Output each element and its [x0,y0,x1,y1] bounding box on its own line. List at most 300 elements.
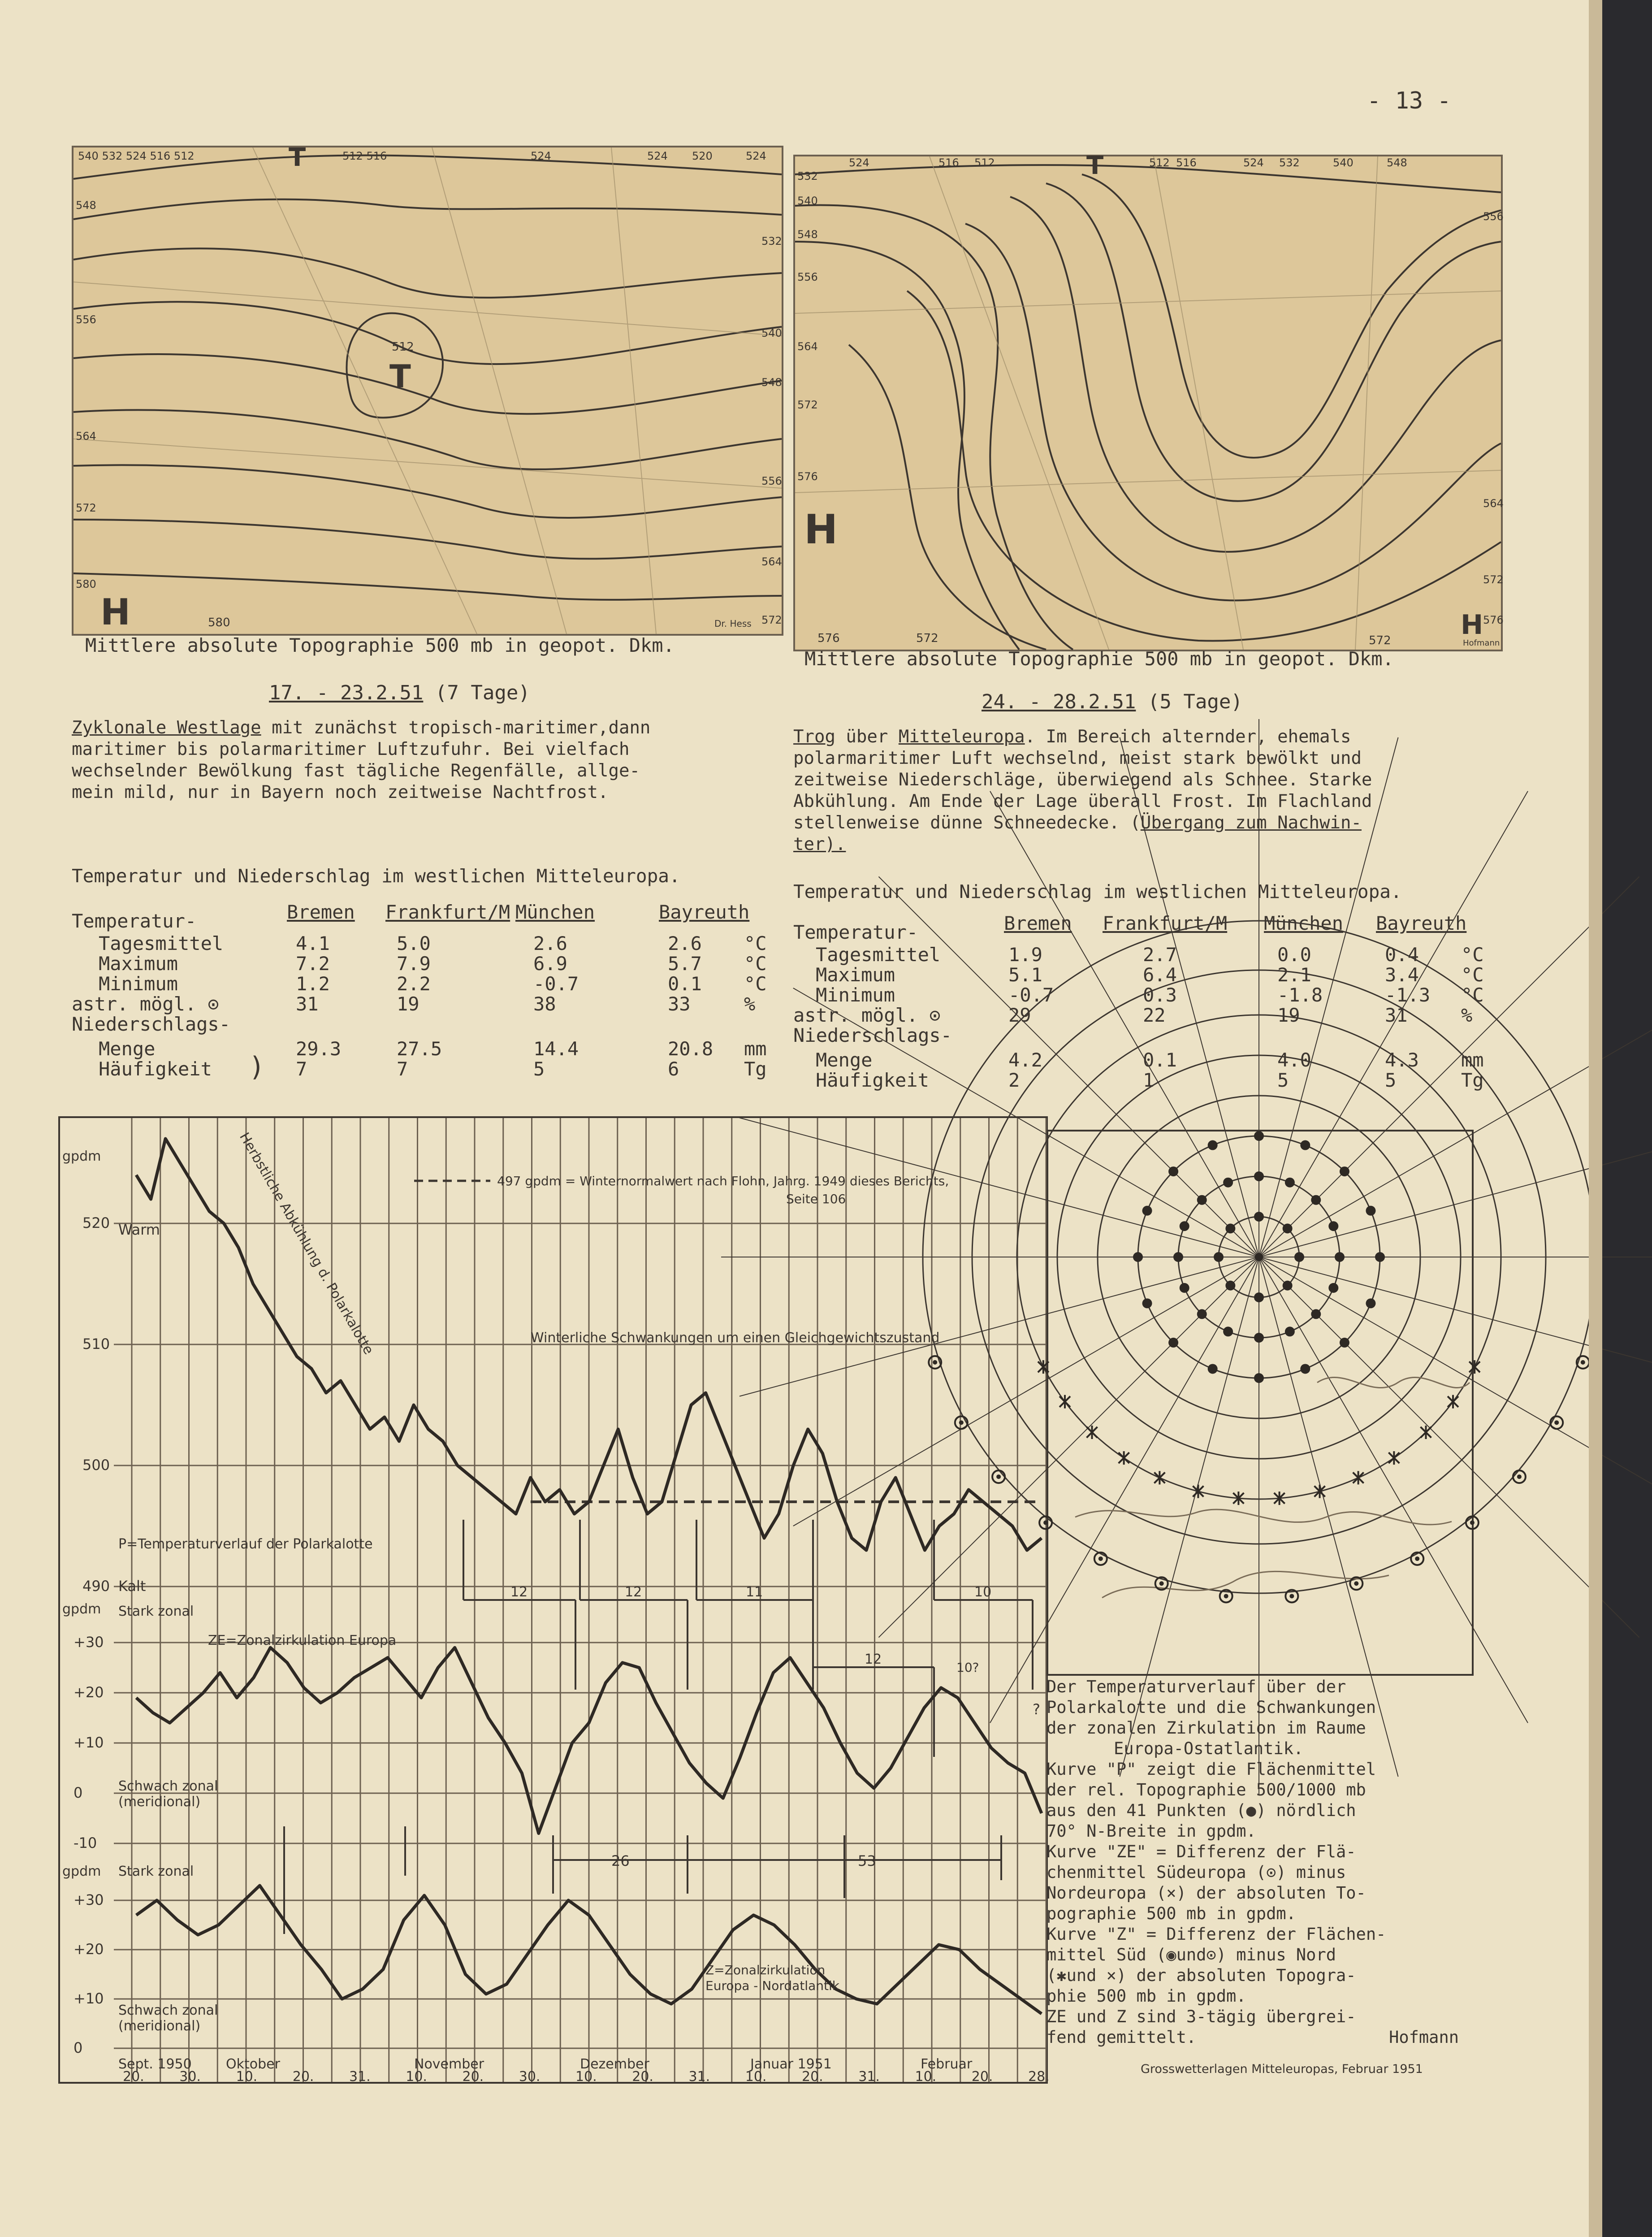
axis-tick: +20 [74,1941,104,1958]
axis-tick: +10 [74,1990,104,2007]
table-value: -1.8 [1277,984,1323,1006]
legend-line: chenmittel Südeuropa (⊙) minus [1047,1863,1346,1882]
legend-line: (✱und ×) der absoluten Topogra- [1047,1966,1356,1985]
label-warm: Warm [118,1221,160,1238]
map-label: 524 [531,150,551,162]
graph-legend [1047,1677,1459,2048]
table-value: 27.5 [397,1038,442,1060]
day-label: 20. [462,2069,484,2085]
label-norm-2: Seite 106 [786,1192,846,1206]
polar-map-svg [1048,1132,1472,1674]
table-unit: mm [744,1038,767,1060]
left-table [72,901,771,1098]
text-line: . Im Bereich alternder, ehemals [1025,727,1351,747]
axis-tick: 490 [82,1578,110,1595]
day-label: 20. [123,2069,144,2085]
map-left-low-value: 512 [392,340,414,354]
south-station-dot [1415,1556,1419,1561]
right-description [793,726,1483,855]
day-label: 20. [632,2069,653,2085]
row-label: astr. mögl. ⊙ [72,993,219,1015]
map-label: 572 [761,614,782,626]
text-line: Übergang zum Nachwin- [1140,813,1362,833]
south-station-dot [1159,1581,1164,1586]
label-schwach-zonal: Schwach zonal [118,2003,218,2018]
north-station-mark [1060,1395,1070,1409]
table-value: 31 [1385,1004,1408,1026]
south-station-dot [1289,1594,1294,1598]
meridian-line [1259,1257,1528,1723]
map-label: 576 [1483,614,1504,626]
legend-last-line [1047,2027,1459,2048]
table-value: 7.2 [296,953,330,975]
table-value: 29 [1008,1004,1031,1026]
table-unit: mm [1461,1049,1484,1071]
polar-station-dot [1180,1283,1189,1293]
map-label: 524 [125,150,147,162]
map-left-low-top: T [289,143,306,172]
map-left-credit: Dr. Hess [714,618,752,629]
text-line: mit zunächst tropisch-maritimer,dann [261,718,651,738]
label-stark-zonal: Stark zonal [118,1864,194,1879]
map-label: 516 [938,156,959,169]
legend-line: Europa-Ostatlantik. [1114,1739,1304,1758]
polar-station-dot [1168,1166,1178,1176]
legend-line: Kurve "ZE" = Differenz der Flä- [1047,1842,1356,1861]
table-value: 1.2 [296,973,330,995]
map-label: 576 [817,632,840,645]
table-value: 38 [533,993,556,1015]
map-left-caption: Mittlere absolute Topographie 500 mb in geopot. Dkm. [85,634,675,656]
map-label: 572 [916,632,938,645]
polar-station-dot [1366,1206,1375,1216]
table-unit: % [744,993,756,1015]
map-left-low-center: T [389,358,411,395]
row-label: Tagesmittel [99,932,224,954]
map-label: 572 [1483,573,1504,586]
day-label: 20. [971,2069,993,2085]
circulation-graph-svg [60,1118,1050,2085]
map-label: 540 [1333,156,1354,169]
map-right [793,151,1504,651]
day-label: 10. [915,2069,937,2085]
table-value: 2.6 [533,932,567,954]
footer-source: Grosswetterlagen Mitteleuropas, Februar 1951 [1141,2062,1423,2076]
polar-station-dot [1300,1364,1310,1374]
map-label: 556 [761,475,782,487]
text-line: ter). [793,834,846,854]
north-station-mark [1315,1485,1325,1498]
axis-tick: +30 [74,1634,104,1651]
map-label: 564 [797,340,818,353]
day-label: 31. [688,2069,710,2085]
month-label: Januar 1951 [750,2056,832,2072]
south-station-dot [1581,1360,1585,1365]
right-table-title: Temperatur und Niederschlag im westlichen Mitteleuropa. [793,881,1402,902]
table-unit: °C [744,932,767,954]
axis-unit: gpdm [62,1149,101,1164]
table-value: 5.7 [668,953,702,975]
interval-label: 11 [746,1584,763,1600]
map-right-high-left: H [804,506,838,553]
label-ze: ZE=Zonalzirkulation Europa [208,1633,397,1648]
table-unit: Tg [744,1058,767,1080]
table-unit: °C [1461,944,1484,966]
page-number: - 13 - [1367,87,1451,114]
row-label: Niederschlags- [793,1024,952,1046]
left-period-dates: 17. - 23.2.51 [269,681,424,704]
map-left [72,143,783,636]
axis-tick: -10 [74,1834,97,1851]
map-label: 524 [746,150,766,162]
south-station-dot [959,1420,964,1425]
map-label: 556 [76,313,96,326]
map-label: 516 [1176,156,1197,169]
row-label: Häufigkeit [99,1058,212,1080]
table-value: -0.7 [1008,984,1054,1006]
legend-line: phie 500 mb in gpdm. [1047,1986,1246,2006]
map-label: 572 [1369,634,1391,647]
polar-station-dot [1142,1206,1152,1216]
left-table-title: Temperatur und Niederschlag im westlichen Mitteleuropa. [72,865,680,887]
map-left-high: H [100,591,130,633]
label-herbst: Herbstliche Abkühlung d. Polarkalotte [236,1130,377,1357]
day-label: 30. [179,2069,201,2085]
table-value: 20.8 [668,1038,714,1060]
row-label: Minimum [816,984,895,1006]
table-value: 7 [397,1058,408,1080]
polar-station-dot [1197,1309,1207,1319]
polar-station-dot [1208,1140,1218,1150]
map-label: 580 [76,578,96,590]
north-station-mark [1448,1395,1458,1409]
month-label: Oktober [226,2056,280,2072]
station-header: München [1264,912,1344,934]
left-description [72,717,789,803]
row-label: Tagesmittel [816,944,941,966]
row-label: Temperatur- [72,910,197,932]
table-value: 6.9 [533,953,567,975]
south-station-dot [1554,1420,1559,1425]
table-value: 5 [1277,1069,1289,1091]
coastline [1075,1509,1452,1598]
polar-station-dot [1254,1373,1264,1383]
map-right-caption: Mittlere absolute Topographie 500 mb in geopot. Dkm. [804,648,1394,670]
polar-station-dot [1225,1223,1235,1233]
table-value: 19 [1277,1004,1300,1026]
interval-label: 10? [956,1660,979,1675]
interval-label: ? [1033,1701,1040,1718]
polar-station-dot [1208,1364,1218,1374]
table-value: 0.3 [1143,984,1177,1006]
table-value: 6.4 [1143,964,1177,986]
label-winter: Winterliche Schwankungen um einen Gleichgewichtszustand [531,1330,940,1346]
table-unit: °C [744,973,767,995]
table-value: -1.3 [1385,984,1431,1006]
day-label: 20. [292,2069,314,2085]
row-label: Temperatur- [793,921,918,943]
text-line: polarmaritimer Luft wechselnd, meist stark bewölkt und [793,748,1362,768]
axis-unit: gpdm [62,1601,101,1617]
table-value: 31 [296,993,319,1015]
axis-tick: +10 [74,1734,104,1751]
legend-line: 70° N-Breite in gpdm. [1047,1821,1256,1841]
map-label: 576 [797,470,818,483]
polar-station-dot [1328,1283,1338,1293]
table-value: -0.7 [533,973,579,995]
map-right-contours [795,156,1501,650]
table-value: 14.4 [533,1038,579,1060]
label-meridional: (meridional) [118,2018,201,2034]
polar-station-dot [1254,1333,1264,1343]
polar-station-dot [1311,1309,1321,1319]
right-lead-2: Mitteleuropa [898,727,1025,747]
span-label: 53 [858,1852,876,1869]
row-label: Niederschlags- [72,1013,231,1035]
station-header: Bremen [1004,912,1072,934]
label-z-2: Europa - Nordatlantik [705,1978,839,1993]
south-station-dot [1517,1474,1522,1479]
polar-station-dot [1328,1221,1338,1231]
legend-line: Nordeuropa (×) der absoluten To- [1047,1883,1366,1903]
station-header: Bayreuth [659,901,750,923]
north-station-mark [1193,1485,1203,1498]
table-value: 5 [533,1058,545,1080]
table-value: 33 [668,993,691,1015]
table-value: 0.1 [1143,1049,1177,1071]
row-label: Menge [816,1049,873,1071]
map-label: 524 [1243,156,1264,169]
polar-station-dot [1214,1252,1224,1262]
table-value: 19 [397,993,419,1015]
polar-station-dot [1283,1281,1293,1291]
day-label: 10. [406,2069,427,2085]
polar-station-dot [1285,1327,1295,1336]
south-station-dot [996,1474,1001,1479]
south-station-dot [1354,1581,1358,1586]
month-label: Dezember [580,2056,649,2072]
table-value: 2 [1008,1069,1020,1091]
map-left-bottom-value: 580 [208,616,230,629]
axis-tick: 510 [82,1335,110,1353]
table-value: 0.0 [1277,944,1311,966]
row-label: Maximum [99,953,178,975]
map-label: 572 [76,502,96,514]
north-station-mark [1087,1426,1098,1439]
polar-station-dot [1180,1221,1189,1231]
polar-station-dot [1173,1252,1183,1262]
interval-label: 12 [865,1652,882,1667]
legend-line: fend gemittelt. [1047,2028,1197,2047]
text-line: stellenweise dünne Schneedecke. ( [793,813,1141,833]
text-line: zeitweise Niederschläge, überwiegend als Schnee. Starke [793,770,1372,790]
table-value: 5 [1385,1069,1397,1091]
axis-tick: 0 [74,2039,83,2056]
map-right-high-right: H [1461,609,1483,641]
polar-station-dot [1375,1252,1385,1262]
map-label: 572 [797,399,818,411]
polar-station-dot [1366,1298,1375,1308]
row-label: astr. mögl. ⊙ [793,1004,941,1026]
label-z: Z=Zonalzirkulation [705,1963,826,1977]
table-value: 0.1 [668,973,702,995]
map-label: 548 [797,228,818,241]
day-label: 31. [349,2069,371,2085]
text-line: Abkühlung. Am Ende der Lage überall Frost. Im Flachland [793,791,1372,811]
table-unit: °C [744,953,767,975]
table-value: 6 [668,1058,679,1080]
map-label: 540 [797,195,818,207]
polar-station-dot [1255,1253,1263,1261]
table-value: 4.1 [296,932,330,954]
table-unit: Tg [1461,1069,1484,1091]
axis-tick: 500 [82,1457,110,1474]
polar-station-dot [1225,1281,1235,1291]
table-value: 7 [296,1058,307,1080]
map-label: 524 [849,156,869,169]
south-station-dot [933,1360,937,1365]
map-label: 548 [76,199,96,212]
table-value: 1.9 [1008,944,1042,966]
map-label: 548 [1387,156,1407,169]
axis-tick: 0 [74,1784,83,1801]
right-period-heading [982,690,1243,713]
axis-tick: +30 [74,1891,104,1908]
map-label: 532 [102,150,123,162]
north-station-mark [1119,1451,1129,1465]
map-right-low-top: T [1086,151,1104,180]
day-label: 10. [236,2069,258,2085]
map-label: 516 [366,150,387,162]
map-label: 540 [78,150,99,162]
right-lead-1: Trog [793,727,835,747]
polar-station-dot [1223,1178,1233,1188]
polar-station-dot [1311,1195,1321,1205]
polar-station-dot [1340,1166,1349,1176]
right-period-days: (5 Tage) [1147,690,1243,713]
day-label: 20. [802,2069,823,2085]
polar-station-dot [1340,1338,1349,1348]
polar-station-dot [1283,1223,1293,1233]
page-edge [1589,0,1602,2237]
map-label: 532 [797,170,818,182]
legend-line: Kurve "P" zeigt die Flächenmittel [1047,1760,1376,1779]
text-line: mein mild, nur in Bayern noch zeitweise Nachtfrost. [72,782,609,802]
map-label: 556 [1483,210,1504,223]
map-label: 520 [692,150,713,162]
axis-tick: 520 [82,1214,110,1231]
day-label: 28. [1028,2069,1050,2085]
circulation-graph [58,1116,1048,2084]
south-station-dot [1470,1521,1475,1525]
label-meridional: (meridional) [118,1794,201,1810]
month-label: Sept. 1950 [118,2056,192,2072]
map-left-top-labels [78,150,195,162]
axis-unit: gpdm [62,1864,101,1879]
map-label: 556 [797,271,818,283]
text-line: wechselnder Bewölkung fast tägliche Regenfälle, allge- [72,761,640,781]
row-label: Häufigkeit [816,1069,929,1091]
legend-line: der rel. Topographie 500/1000 mb [1047,1780,1366,1799]
polar-station-dot [1223,1327,1233,1336]
month-label: Februar [921,2056,973,2072]
legend-line: aus den 41 Punkten (●) nördlich [1047,1801,1356,1820]
bracket: ) [249,1051,265,1083]
south-station-dot [1043,1521,1048,1525]
day-label: 10. [575,2069,597,2085]
map-label: 516 [150,150,171,162]
polar-station-dot [1133,1252,1143,1262]
map-label: 540 [761,327,782,339]
label-schwach-zonal: Schwach zonal [118,1778,218,1794]
table-value: 2.7 [1143,944,1177,966]
polar-station-dot [1254,1171,1264,1181]
table-value: 4.0 [1277,1049,1311,1071]
map-label: 564 [1483,497,1504,510]
row-label: Menge [99,1038,156,1060]
table-value: 2.6 [668,932,702,954]
table-value: 2.2 [397,973,431,995]
left-lead: Zyklonale Westlage [72,718,261,738]
table-value: 5.1 [1008,964,1042,986]
row-label: Minimum [99,973,178,995]
row-label: Maximum [816,964,895,986]
polar-station-dot [1294,1252,1304,1262]
table-value: 2.1 [1277,964,1311,986]
coastline [1317,1377,1470,1387]
legend-line: mittel Süd (◉und⊙) minus Nord [1047,1945,1336,1964]
station-header: Frankfurt/M [385,901,510,923]
text-line: maritimer bis polarmaritimer Luftzufuhr. Bei vielfach [72,739,630,759]
table-value: 29.3 [296,1038,342,1060]
south-station-dot [1098,1556,1103,1561]
station-header: Bayreuth [1376,912,1467,934]
table-value: 5.0 [397,932,431,954]
right-period-dates: 24. - 28.2.51 [982,690,1136,713]
label-stark-zonal: Stark zonal [118,1604,194,1619]
interval-label: 12 [510,1584,528,1600]
legend-line: der zonalen Zirkulation im Raume [1047,1718,1366,1738]
polar-station-dot [1254,1292,1264,1302]
map-left-top-labels-2 [342,150,387,162]
map-label: 512 [974,156,995,169]
north-station-mark [1154,1471,1165,1484]
left-period-days: (7 Tage) [435,681,530,704]
left-period-heading [269,681,530,704]
map-label: 532 [761,235,782,247]
station-header: München [515,901,595,923]
polar-station-dot [1300,1140,1310,1150]
map-label: 564 [76,430,96,442]
table-unit: °C [1461,964,1484,986]
north-station-mark [1388,1451,1399,1465]
day-label: 31. [858,2069,880,2085]
span-label: 26 [611,1852,630,1869]
label-p: P=Temperaturverlauf der Polarkalotte [118,1536,373,1552]
table-unit: °C [1461,984,1484,1006]
polar-station-dot [1168,1338,1178,1348]
station-header: Bremen [287,901,355,923]
table-value: 7.9 [397,953,431,975]
polar-station-dot [1142,1298,1152,1308]
text-line: über [846,727,899,747]
legend-line: pographie 500 mb in gpdm. [1047,1904,1296,1923]
legend-line: Polarkalotte und die Schwankungen [1047,1698,1376,1717]
label-kalt: Kalt [118,1578,146,1595]
table-value: 22 [1143,1004,1166,1026]
north-station-mark [1469,1360,1480,1374]
table-value: 4.3 [1385,1049,1419,1071]
